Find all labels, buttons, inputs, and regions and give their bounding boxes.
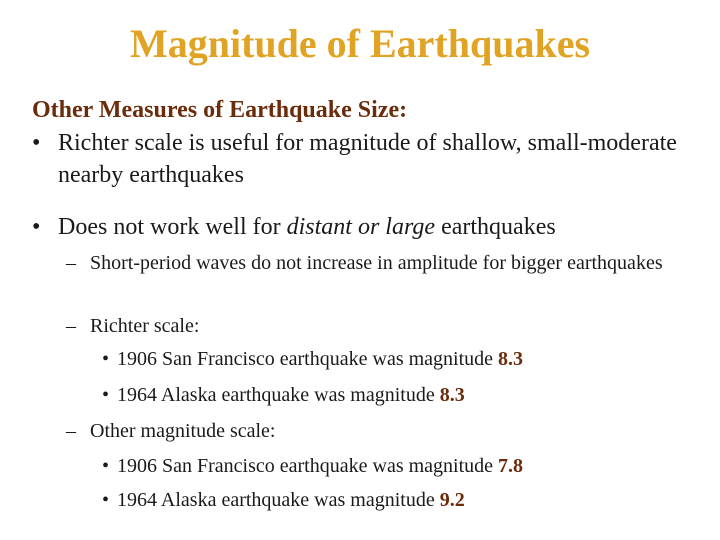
bullet-item bbox=[32, 127, 702, 191]
sub-bullet-text: Richter scale: bbox=[90, 315, 200, 337]
sub-bullet-item bbox=[66, 250, 686, 276]
emphasis-text: distant or large bbox=[286, 214, 436, 240]
dash-marker: – bbox=[66, 315, 76, 337]
magnitude-value: 9.2 bbox=[439, 489, 465, 511]
section-heading: Other Measures of Earthquake Size: bbox=[32, 97, 408, 123]
sub-bullet-text: Other magnitude scale: bbox=[90, 420, 276, 442]
sub-bullet-item bbox=[66, 313, 686, 339]
magnitude-item bbox=[102, 487, 702, 513]
bullet-text bbox=[32, 211, 702, 243]
magnitude-value: 8.3 bbox=[439, 384, 465, 406]
bullet-text-end: earthquakes bbox=[435, 214, 556, 240]
bullet-item bbox=[32, 211, 702, 243]
sub-bullet-text: Short-period waves do not increase in amplitude for bigger earthquakes bbox=[90, 252, 663, 274]
bullet-marker: • bbox=[102, 489, 110, 511]
magnitude-text: 1906 San Francisco earthquake was magnitude bbox=[117, 348, 499, 370]
bullet-marker: • bbox=[102, 455, 110, 477]
sub-bullet-item bbox=[66, 418, 686, 444]
magnitude-item bbox=[102, 382, 702, 408]
magnitude-item bbox=[102, 453, 702, 479]
magnitude-value: 8.3 bbox=[498, 348, 524, 370]
bullet-marker: • bbox=[102, 348, 110, 370]
bullet-marker: • bbox=[32, 130, 41, 156]
bullet-marker: • bbox=[32, 214, 41, 240]
bullet-marker: • bbox=[102, 384, 110, 406]
bullet-text-start: Does not work well for bbox=[58, 214, 287, 240]
dash-marker: – bbox=[66, 420, 76, 442]
magnitude-value: 7.8 bbox=[498, 455, 524, 477]
magnitude-text: 1964 Alaska earthquake was magnitude bbox=[117, 384, 440, 406]
bullet-text: Richter scale is useful for magnitude of shallow, small-moderate nearby earthquakes bbox=[58, 130, 677, 188]
slide-title: Magnitude of Earthquakes bbox=[129, 21, 591, 66]
magnitude-text: 1906 San Francisco earthquake was magnitude bbox=[117, 455, 499, 477]
dash-marker: – bbox=[66, 252, 76, 274]
magnitude-item bbox=[102, 346, 702, 372]
magnitude-text: 1964 Alaska earthquake was magnitude bbox=[117, 489, 440, 511]
